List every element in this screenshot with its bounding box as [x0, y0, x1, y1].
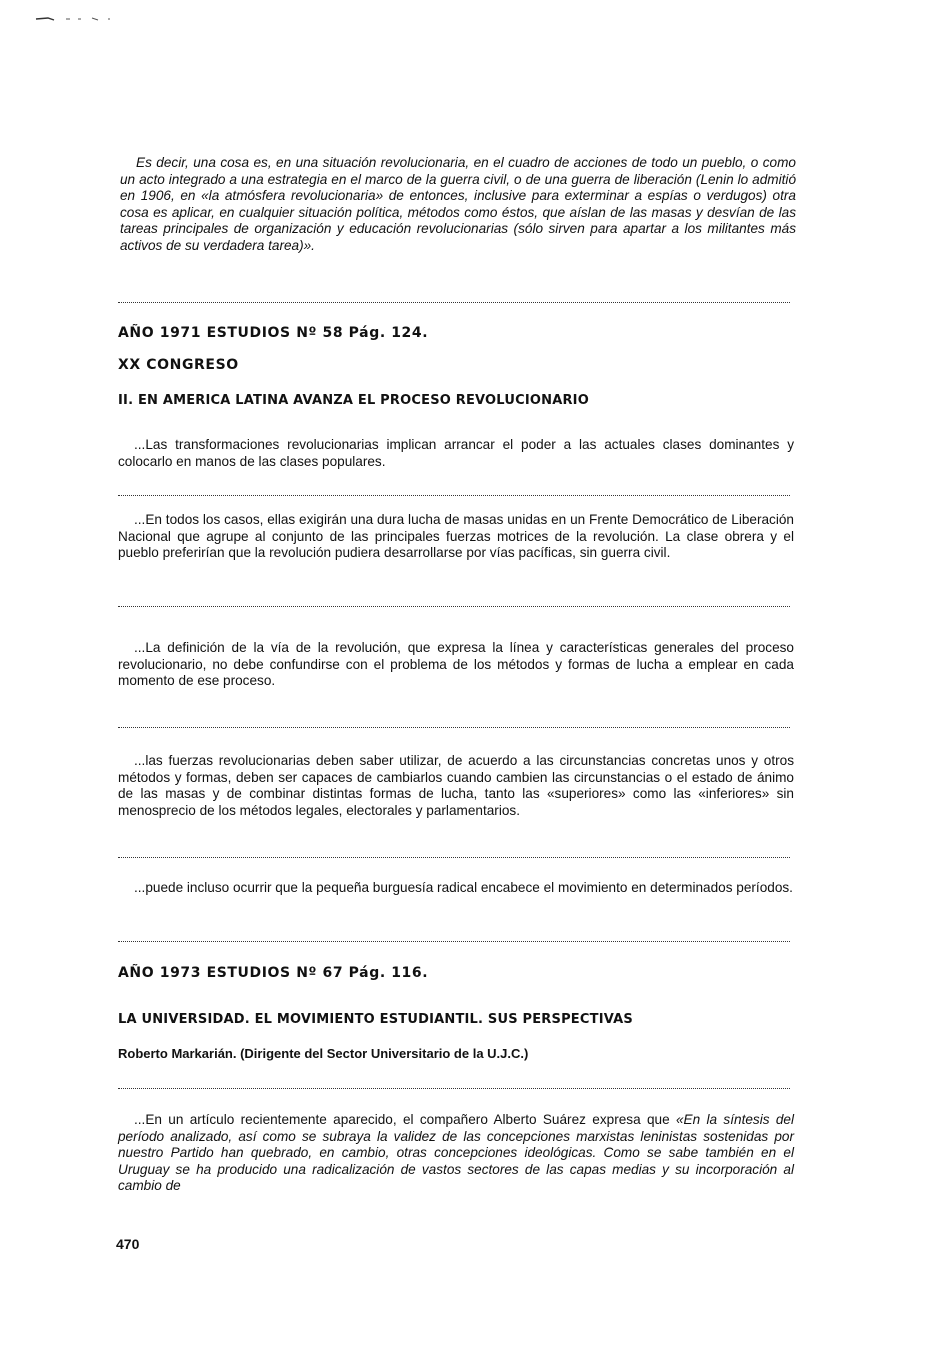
dotted-separator [118, 495, 790, 496]
dotted-separator [118, 941, 790, 942]
quote-paragraph: ...En todos los casos, ellas exigirán una dura lucha de masas unidas en un Frente Democrático de Liberación Nacional que agrupe al conjunto de las principales fuerzas motrices de la revolución. La clase obrera y el pueblo preferirían que la revolución pudiera desarrollarse por vías pacíficas, sin guerra civil. [118, 512, 794, 561]
scan-artifact-mark [34, 14, 124, 22]
quote-paragraph: ...las fuerzas revolucionarias deben saber utilizar, de acuerdo a las circunstancias concretas unos y otros métodos y formas, deben ser capaces de cambiarlos cuando cambien las circunstancias o el estado de ánimo de las masas y de combinar distintas formas de lucha, tanto las «superiores» como las «inferiores» sin menosprecio de los métodos legales, electorales y parlamentarios. [118, 753, 794, 818]
quote-paragraph: ...puede incluso ocurrir que la pequeña burguesía radical encabece el movimiento en determinados períodos. [134, 880, 793, 895]
dotted-separator [118, 727, 790, 728]
section1-subtitle-heading: II. EN AMERICA LATINA AVANZA EL PROCESO REVOLUCIONARIO [118, 393, 589, 408]
closing-quote-lead: ...En un artículo recientemente aparecido, el compañero Alberto Suárez expresa que [134, 1112, 670, 1127]
section2-source-heading: AÑO 1973 ESTUDIOS Nº 67 Pág. 116. [118, 965, 429, 981]
closing-quote-body: «En la síntesis del período analizado, así como se subraya la validez de las concepciones marxistas leninistas sostenidas por nuestro Partido han quebrado, en cambio, otras concepciones ideológicas. Como se sabe también en el Uruguay se ha producido una radicalización de vastos sectores de las capas medias y su incorporación al cambio de [118, 1112, 794, 1194]
section2-title-heading: LA UNIVERSIDAD. EL MOVIMIENTO ESTUDIANTIL. SUS PERSPECTIVAS [118, 1012, 633, 1027]
closing-quote-paragraph [118, 1112, 794, 1195]
section1-source-heading: AÑO 1971 ESTUDIOS Nº 58 Pág. 124. [118, 325, 429, 341]
page-number: 470 [116, 1236, 140, 1252]
dotted-separator [118, 606, 790, 607]
section1-event-heading: XX CONGRESO [118, 357, 239, 373]
quote-paragraph: ...La definición de la vía de la revolución, que expresa la línea y características generales del proceso revolucionario, no debe confundirse con el problema de los métodos y formas de lucha a emplear en cada momento de ese proceso. [118, 640, 794, 689]
author-line: Roberto Markarián. (Dirigente del Sector Universitario de la U.J.C.) [118, 1046, 529, 1061]
dotted-separator [118, 1088, 790, 1089]
dotted-separator [118, 857, 790, 858]
intro-paragraph: Es decir, una cosa es, en una situación revolucionaria, en el cuadro de acciones de todo un pueblo, o como un acto integrado a una estrategia en el marco de la guerra civil, o de una guerra de liberación (Lenin lo admitió en 1906, en «la atmósfera revolucionaria» de entonces, inclusive para exterminar a espías o verdugos) otra cosa es aplicar, en cualquier situación política, métodos como éstos, que aíslan de las masas y desvían de las tareas principales de organización y educación revolucionarias (sólo sirven para apartar a los militantes más activos de su verdadera tarea)». [120, 155, 796, 253]
dotted-separator [118, 302, 790, 303]
quote-paragraph: ...Las transformaciones revolucionarias implican arrancar el poder a las actuales clases dominantes y colocarlo en manos de las clases populares. [118, 437, 794, 469]
